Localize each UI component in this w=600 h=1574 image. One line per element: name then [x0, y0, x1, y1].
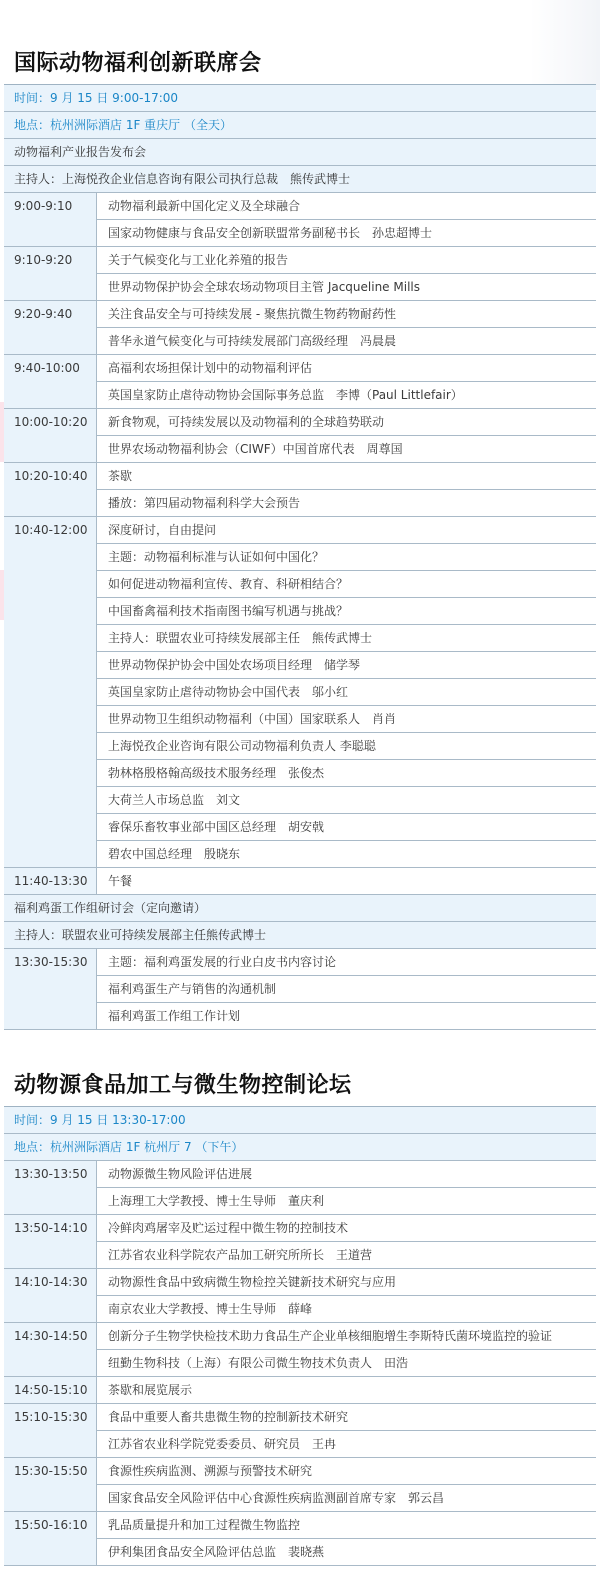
agenda-section — [4, 1066, 596, 1566]
slot-time: 13:30-13:50 — [4, 1161, 97, 1214]
slot-item: 茶歇和展览展示 — [108, 1383, 193, 1397]
schedule-slot — [4, 463, 596, 517]
session-time: 时间：9 月 15 日 9:00-17:00 — [4, 85, 596, 112]
slot-item: 如何促进动物福利宣传、教育、科研相结合？ — [97, 570, 596, 597]
slot-items — [97, 1269, 596, 1322]
slot-items — [97, 1161, 596, 1214]
subsession-host: 主持人：联盟农业可持续发展部主任熊传武博士 — [4, 922, 596, 949]
slot-item: 主题：福利鸡蛋发展的行业白皮书内容讨论 — [108, 955, 337, 969]
slot-items — [97, 868, 596, 894]
slot-item: 动物源性食品中致病微生物检控关键新技术研究与应用 — [108, 1275, 397, 1289]
slot-item: 新食物观，可持续发展以及动物福利的全球趋势联动 — [108, 415, 385, 429]
schedule-slot — [4, 517, 596, 868]
slot-item: 英国皇家防止虐待动物协会中国代表 邬小红 — [97, 678, 596, 705]
schedule-slot — [4, 949, 596, 1030]
slot-items — [97, 463, 596, 516]
slot-items — [97, 247, 596, 300]
slot-time: 15:30-15:50 — [4, 1458, 97, 1511]
slot-time: 9:20-9:40 — [4, 301, 97, 354]
slot-item: 主题：动物福利标准与认证如何中国化？ — [97, 543, 596, 570]
schedule-slot — [4, 409, 596, 463]
slot-time: 9:40-10:00 — [4, 355, 97, 408]
schedule-slot — [4, 1161, 596, 1215]
session-venue: 地点：杭州洲际酒店 1F 重庆厅 （全天） — [4, 112, 596, 139]
slot-item: 大荷兰人市场总监 刘文 — [97, 786, 596, 813]
schedule-slot — [4, 1323, 596, 1377]
slot-item: 中国畜禽福利技术指南图书编写机遇与挑战？ — [97, 597, 596, 624]
slot-time: 10:00-10:20 — [4, 409, 97, 462]
schedule-slot — [4, 868, 596, 895]
schedule-groups — [4, 949, 596, 1030]
slot-item: 动物源微生物风险评估进展 — [108, 1167, 253, 1181]
slot-time: 15:10-15:30 — [4, 1404, 97, 1457]
slot-item: 英国皇家防止虐待动物协会国际事务总监 李博（Paul Littlefair） — [97, 381, 596, 408]
schedule-slot — [4, 1512, 596, 1566]
slot-item: 南京农业大学教授、博士生导师 薛峰 — [97, 1295, 596, 1322]
schedule-slot — [4, 1215, 596, 1269]
slot-item: 茶歇 — [108, 469, 133, 483]
schedule-slot — [4, 1377, 596, 1404]
slot-time: 13:30-15:30 — [4, 949, 97, 1029]
session-time: 时间：9 月 15 日 13:30-17:00 — [4, 1107, 596, 1134]
slot-item: 勃林格殷格翰高级技术服务经理 张俊杰 — [97, 759, 596, 786]
slot-item: 世界动物保护协会全球农场动物项目主管 Jacqueline Mills — [97, 273, 596, 300]
slot-item: 江苏省农业科学院党委委员、研究员 王冉 — [97, 1430, 596, 1457]
slot-items — [97, 193, 596, 246]
slot-time: 9:00-9:10 — [4, 193, 97, 246]
schedule-groups — [4, 193, 596, 895]
slot-item: 国家动物健康与食品安全创新联盟常务副秘书长 孙忠超博士 — [97, 219, 596, 246]
slot-items — [97, 301, 596, 354]
slot-item: 乳品质量提升和加工过程微生物监控 — [108, 1518, 301, 1532]
slot-item: 创新分子生物学快检技术助力食品生产企业单核细胞增生李斯特氏菌环境监控的验证 — [108, 1329, 553, 1343]
slot-items — [97, 1404, 596, 1457]
slot-item: 上海悦孜企业咨询有限公司动物福利负责人 李聪聪 — [97, 732, 596, 759]
slot-item: 午餐 — [108, 874, 133, 888]
slot-item: 福利鸡蛋工作组工作计划 — [97, 1002, 596, 1029]
slot-item: 伊利集团食品安全风险评估总监 裴晓燕 — [97, 1538, 596, 1565]
slot-item: 睿保乐畜牧事业部中国区总经理 胡安戟 — [97, 813, 596, 840]
slot-item: 上海理工大学教授、博士生导师 董庆利 — [97, 1187, 596, 1214]
subsession-title: 福利鸡蛋工作组研讨会（定向邀请） — [4, 895, 596, 922]
slot-items — [97, 1458, 596, 1511]
slot-item: 碧农中国总经理 殷晓东 — [97, 840, 596, 867]
section-title: 动物源食品加工与微生物控制论坛 — [4, 1066, 596, 1107]
slot-items — [97, 949, 596, 1029]
slot-item: 食源性疾病监测、溯源与预警技术研究 — [108, 1464, 313, 1478]
slot-time: 14:30-14:50 — [4, 1323, 97, 1376]
slot-item: 关注食品安全与可持续发展 - 聚焦抗微生物药物耐药性 — [108, 307, 396, 321]
slot-time: 15:50-16:10 — [4, 1512, 97, 1565]
slot-item: 世界动物保护协会中国处农场项目经理 储学琴 — [97, 651, 596, 678]
schedule-slot — [4, 355, 596, 409]
slot-time: 14:10-14:30 — [4, 1269, 97, 1322]
slot-item: 福利鸡蛋生产与销售的沟通机制 — [97, 975, 596, 1002]
subsession-host: 主持人：上海悦孜企业信息咨询有限公司执行总裁 熊传武博士 — [4, 166, 596, 193]
slot-item: 关于气候变化与工业化养殖的报告 — [108, 253, 289, 267]
slot-item: 江苏省农业科学院农产品加工研究所所长 王道营 — [97, 1241, 596, 1268]
schedule-slot — [4, 193, 596, 247]
slot-item: 国家食品安全风险评估中心食源性疾病监测副首席专家 郭云昌 — [97, 1484, 596, 1511]
slot-item: 食品中重要人畜共患微生物的控制新技术研究 — [108, 1410, 349, 1424]
slot-item: 动物福利最新中国化定义及全球融合 — [108, 199, 301, 213]
slot-time: 10:20-10:40 — [4, 463, 97, 516]
schedule-slot — [4, 247, 596, 301]
slot-items — [97, 517, 596, 867]
slot-item: 世界农场动物福利协会（CIWF）中国首席代表 周尊国 — [97, 435, 596, 462]
slot-time: 10:40-12:00 — [4, 517, 97, 867]
session-venue: 地点：杭州洲际酒店 1F 杭州厅 7 （下午） — [4, 1134, 596, 1161]
slot-time: 14:50-15:10 — [4, 1377, 97, 1403]
slot-time: 13:50-14:10 — [4, 1215, 97, 1268]
slot-item: 播放：第四届动物福利科学大会预告 — [97, 489, 596, 516]
section-title: 国际动物福利创新联席会 — [4, 44, 596, 85]
slot-items — [97, 1215, 596, 1268]
slot-item: 高福利农场担保计划中的动物福利评估 — [108, 361, 313, 375]
slot-items — [97, 1323, 596, 1376]
slot-item: 世界动物卫生组织动物福利（中国）国家联系人 肖肖 — [97, 705, 596, 732]
slot-item: 纽勤生物科技（上海）有限公司微生物技术负责人 田浩 — [97, 1349, 596, 1376]
slot-item: 主持人：联盟农业可持续发展部主任 熊传武博士 — [97, 624, 596, 651]
schedule-groups — [4, 1161, 596, 1566]
slot-time: 9:10-9:20 — [4, 247, 97, 300]
agenda-section — [4, 44, 596, 1030]
slot-items — [97, 355, 596, 408]
schedule-slot — [4, 301, 596, 355]
schedule-slot — [4, 1269, 596, 1323]
slot-items — [97, 1512, 596, 1565]
slot-item: 普华永道气候变化与可持续发展部门高级经理 冯晨晨 — [97, 327, 596, 354]
subsession-title: 动物福利产业报告发布会 — [4, 139, 596, 166]
schedule-slot — [4, 1404, 596, 1458]
slot-item: 冷鲜肉鸡屠宰及贮运过程中微生物的控制技术 — [108, 1221, 349, 1235]
slot-items — [97, 1377, 596, 1403]
slot-items — [97, 409, 596, 462]
slot-time: 11:40-13:30 — [4, 868, 97, 894]
schedule-slot — [4, 1458, 596, 1512]
slot-item: 深度研讨，自由提问 — [108, 523, 217, 537]
